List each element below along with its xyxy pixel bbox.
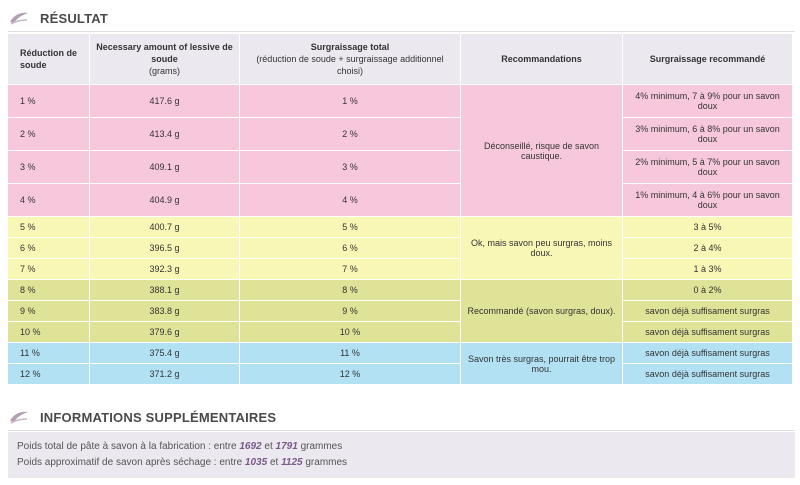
header-recommended: Surgraissage recommandé xyxy=(623,34,793,85)
cell-amount: 417.6 g xyxy=(90,85,240,118)
cell-amount: 371.2 g xyxy=(90,364,240,385)
cell-recommended: savon déjà suffisament surgras xyxy=(623,322,793,343)
cell-recommended: 4% minimum, 7 à 9% pour un savon doux xyxy=(623,85,793,118)
info-total-weight: Poids total de pâte à savon à la fabrication : entre 1692 et 1791 grammes xyxy=(17,441,343,452)
cell-total: 1 % xyxy=(240,85,461,118)
cell-amount: 409.1 g xyxy=(90,151,240,184)
cell-recommended: 2 à 4% xyxy=(623,238,793,259)
cell-reduction: 4 % xyxy=(8,184,90,217)
cell-amount: 400.7 g xyxy=(90,217,240,238)
cell-reduction: 8 % xyxy=(8,280,90,301)
cell-recommendation: Ok, mais savon peu surgras, moins doux. xyxy=(461,217,623,280)
cell-recommended: savon déjà suffisament surgras xyxy=(623,343,793,364)
table-row xyxy=(8,85,793,118)
cell-recommended: 0 à 2% xyxy=(623,280,793,301)
dried-min: 1035 xyxy=(244,457,268,468)
info-box xyxy=(8,432,795,478)
info-title: INFORMATIONS SUPPLÉMENTAIRES xyxy=(40,409,277,425)
section-divider xyxy=(8,430,795,431)
table-row xyxy=(8,280,793,301)
table-row xyxy=(8,238,793,259)
cell-reduction: 5 % xyxy=(8,217,90,238)
table-row xyxy=(8,217,793,238)
cell-total: 6 % xyxy=(240,238,461,259)
cell-recommended: savon déjà suffisament surgras xyxy=(623,364,793,385)
cell-reduction: 6 % xyxy=(8,238,90,259)
cell-recommendation: Recommandé (savon surgras, doux). xyxy=(461,280,623,343)
table-row xyxy=(8,322,793,343)
info-dried-weight: Poids approximatif de savon après séchage : entre 1035 et 1125 grammes xyxy=(17,457,348,468)
cell-reduction: 2 % xyxy=(8,118,90,151)
weight-min: 1692 xyxy=(239,441,262,452)
cell-total: 2 % xyxy=(240,118,461,151)
table-row xyxy=(8,301,793,322)
cell-total: 7 % xyxy=(240,259,461,280)
cell-reduction: 12 % xyxy=(8,364,90,385)
cell-reduction: 3 % xyxy=(8,151,90,184)
info-section-header xyxy=(8,406,276,428)
table-header-row xyxy=(8,34,793,85)
cell-reduction: 9 % xyxy=(8,301,90,322)
cell-reduction: 1 % xyxy=(8,85,90,118)
cell-amount: 388.1 g xyxy=(90,280,240,301)
table-row xyxy=(8,118,793,151)
dried-max: 1125 xyxy=(281,457,303,468)
cell-recommended: 3 à 5% xyxy=(623,217,793,238)
result-table xyxy=(8,34,793,385)
cell-total: 12 % xyxy=(240,364,461,385)
cell-total: 9 % xyxy=(240,301,461,322)
cell-reduction: 11 % xyxy=(8,343,90,364)
cell-recommended: 3% minimum, 6 à 8% pour un savon doux xyxy=(623,118,793,151)
leaf-swirl-icon xyxy=(8,409,30,425)
table-row xyxy=(8,151,793,184)
table-row xyxy=(8,343,793,364)
cell-recommended: 1% minimum, 4 à 6% pour un savon doux xyxy=(623,184,793,217)
cell-amount: 392.3 g xyxy=(90,259,240,280)
table-row xyxy=(8,259,793,280)
header-amount: Necessary amount of lessive de soude (grams) xyxy=(90,34,240,85)
cell-amount: 383.8 g xyxy=(90,301,240,322)
cell-total: 5 % xyxy=(240,217,461,238)
cell-amount: 404.9 g xyxy=(90,184,240,217)
result-section-header xyxy=(8,7,108,29)
cell-recommended: 1 à 3% xyxy=(623,259,793,280)
weight-max: 1791 xyxy=(275,441,298,452)
header-reduction: Réduction de soude xyxy=(8,34,90,85)
cell-total: 11 % xyxy=(240,343,461,364)
leaf-swirl-icon xyxy=(8,10,30,26)
cell-recommended: 2% minimum, 5 à 7% pour un savon doux xyxy=(623,151,793,184)
cell-total: 4 % xyxy=(240,184,461,217)
header-recommendations: Recommandations xyxy=(461,34,623,85)
cell-total: 10 % xyxy=(240,322,461,343)
cell-amount: 375.4 g xyxy=(90,343,240,364)
cell-recommended: savon déjà suffisament surgras xyxy=(623,301,793,322)
cell-reduction: 10 % xyxy=(8,322,90,343)
cell-amount: 413.4 g xyxy=(90,118,240,151)
cell-total: 3 % xyxy=(240,151,461,184)
result-title: RÉSULTAT xyxy=(40,10,109,26)
cell-recommendation: Déconseillé, risque de savon caustique. xyxy=(461,85,623,217)
cell-recommendation: Savon très surgras, pourrait être trop mou. xyxy=(461,343,623,385)
cell-reduction: 7 % xyxy=(8,259,90,280)
cell-amount: 396.5 g xyxy=(90,238,240,259)
table-row xyxy=(8,184,793,217)
table-row xyxy=(8,364,793,385)
header-total: Surgraissage total (réduction de soude + surgraissage additionnel choisi) xyxy=(240,34,461,85)
section-divider xyxy=(8,31,795,32)
cell-total: 8 % xyxy=(240,280,461,301)
cell-amount: 379.6 g xyxy=(90,322,240,343)
